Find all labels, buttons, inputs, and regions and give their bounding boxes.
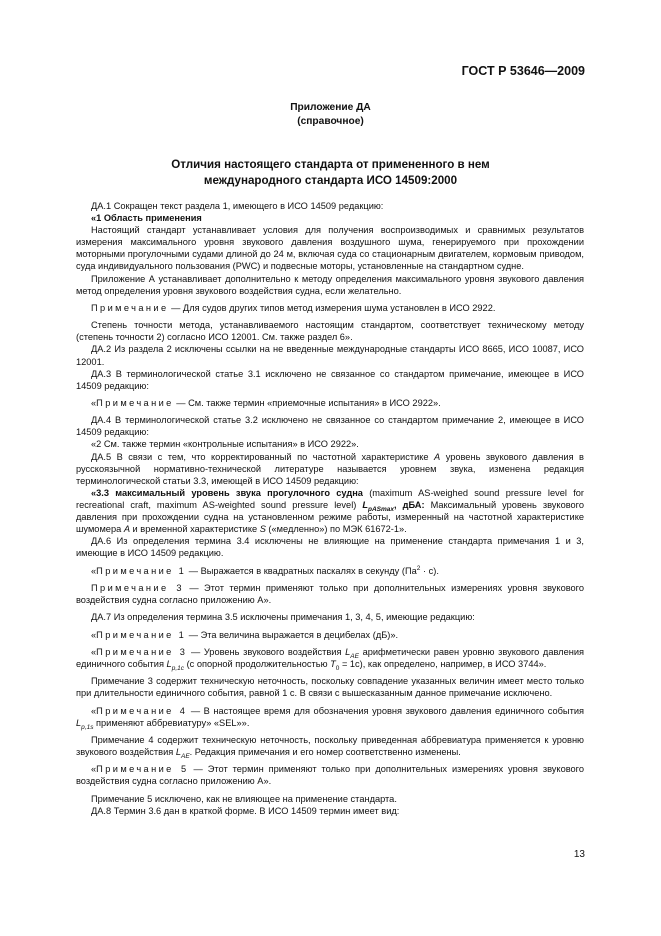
- document-title: [0, 157, 661, 189]
- standard-code-header: ГОСТ Р 53646—2009: [461, 64, 585, 78]
- section-1-text: Настоящий стандарт устанавливает условия для получения воспроизводимых и сравнимых результатов измерения максимального уровня звукового давления воздушного шума, генерируемого при прохождении моторными прогулочными судами длиной до 24 м, включая суда со стационарным двигателем, кормовым приводом, суда индивидуального пользования (PWC) и подвесные моторы, установленные на стандартном судне.: [76, 225, 584, 272]
- page-number: 13: [573, 849, 585, 860]
- paragraph-da8: ДА.8 Термин 3.6 дан в краткой форме. В ИСО 14509 термин имеет вид:: [91, 805, 400, 816]
- annex-a-text: Приложение А устанавливает дополнительно к методу определения максимального уровня звукового давления метод определения уровня звукового воздействия судна, если желательно.: [76, 273, 584, 296]
- da4-note: «2 См. также термин «контрольные испытания» в ИСО 2922».: [91, 439, 359, 450]
- document-body: [76, 200, 584, 817]
- da6-note-1: «Примечание 1 — Выражается в квадратных паскалях в секунду $(Па^2 \cdot с)$.: [91, 564, 439, 576]
- note-other-craft: Примечание — Для судов других типов метод измерения шума установлен в ИСО 2922.: [91, 302, 496, 313]
- paragraph-da7: ДА.7 Из определения термина 3.5 исключены примечания 1, 3, 4, 5, имеющие редакцию:: [91, 612, 475, 623]
- accuracy-text: Степень точности метода, устанавливаемого настоящим стандартом, соответствует техническому методу (степень точности 2) согласно ИСО 12001. См. также раздел 6».: [76, 320, 584, 343]
- document-title-line-2: международного стандарта ИСО 14509:2000: [203, 174, 458, 187]
- paragraph-da5: ДА.5 В связи с тем, что корректированный по частотной характеристике А уровень звукового давления в русскоязычной нормативно-технической литературе называется уровнем звука, изменена редакция терминологической статьи 3.3, имеющей в ИСО 14509 редакцию:: [76, 451, 584, 486]
- da7-note-3: «Примечание 3 — Уровень звукового воздействия $L_{AE}$ арифметически равен уровню звукового давления единичного события $L_{p,1c}$ (с опорной продолжительностью $T_0 = 1с$), как определено, например, в ИСО 3744».: [76, 646, 585, 672]
- paragraph-da1: ДА.1 Сокращен текст раздела 1, имеющего в ИСО 14509 редакцию:: [91, 201, 384, 211]
- da7-note-4: «Примечание 4 — В настоящее время для обозначения уровня звукового давления единичного события $L_{p,1s}$ применяют аббревиатуру» «SEL»».: [76, 705, 584, 731]
- paragraph-da2: ДА.2 Из раздела 2 исключены ссылки на не введенные международные стандарты ИСО 8665, ИСО 10087, ИСО 12001.: [76, 344, 584, 367]
- appendix-heading: [0, 101, 661, 129]
- remark-note-3: Примечание 3 содержит техническую неточность, поскольку совпадение указанных величин имеет место только при длительности единичного события, равной 1 с. В связи с вышесказанным данное примечание исключено.: [76, 676, 584, 699]
- da3-note: «Примечание — См. также термин «приемочные испытания» в ИСО 2922».: [91, 397, 441, 408]
- appendix-subtitle: (справочное): [297, 116, 364, 127]
- da7-note-5: «Примечание 5 — Этот термин применяют только при дополнительных измерениях уровня звукового воздействия судна согласно приложению А».: [76, 764, 584, 787]
- remark-note-5: Примечание 5 исключено, как не влияющее на применение стандарта.: [91, 793, 397, 804]
- document-title-line-1: Отличия настоящего стандарта от примененного в нем: [171, 158, 490, 171]
- da6-note-3: Примечание 3 — Этот термин применяют только при дополнительных измерениях уровня звукового воздействия судна согласно приложению А».: [76, 582, 584, 605]
- paragraph-da3: ДА.3 В терминологической статье 3.1 исключено не связанное со стандартом примечание, имеющее в ИСО 14509 редакцию:: [76, 368, 584, 391]
- paragraph-da6: ДА.6 Из определения термина 3.4 исключены не влияющие на применение стандарта примечания 1 и 3, имеющие в ИСО 14509 редакцию.: [76, 536, 584, 559]
- paragraph-da4: ДА.4 В терминологической статье 3.2 исключено не связанное со стандартом примечание 2, имеющее в ИСО 14509 редакцию:: [76, 415, 584, 438]
- term-3-3: «3.3 максимальный уровень звука прогулочного судна (maximum AS-weighed sound pressure level for recreational craft, maximum AS-weighted sound pressure level) $L_{pASmax}$, дБА: Максимальный уровень звукового давления при прохождении судна на установленном режиме работы, измеренный на частотной характеристике шумомера А и временной характеристике S («медленно») по МЭК 61672-1».: [76, 487, 585, 535]
- da7-note-1: «Примечание 1 — Эта величина выражается в децибелах (дБ)».: [91, 629, 399, 640]
- remark-note-4: Примечание 4 содержит техническую неточность, поскольку приведенная аббревиатура применяется к уровню звукового воздействия $L_{AE}$. Редакция примечания и его номер соответственно изменены.: [76, 734, 584, 760]
- appendix-title: Приложение ДА: [290, 102, 371, 113]
- section-1-heading: «1 Область применения: [91, 213, 202, 224]
